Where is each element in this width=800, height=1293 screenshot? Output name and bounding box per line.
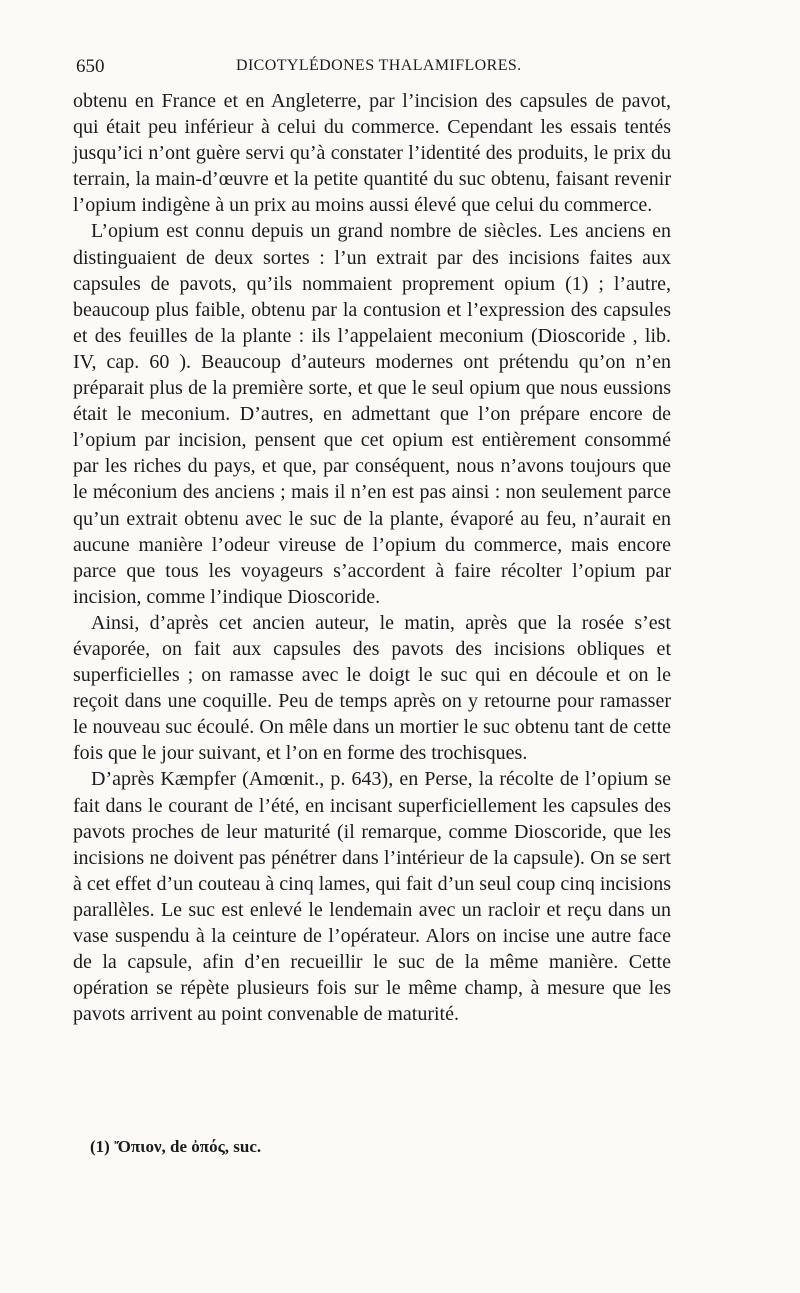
running-title: DICOTYLÉDONES THALAMIFLORES. xyxy=(236,57,522,74)
paragraph-dioscoride-method: Ainsi, d’après cet ancien auteur, le matin, après que la rosée s’est évaporée, on fait aux capsules des pavots des incisions obliques et superficielles ; on ramasse avec le doigt le suc qui en découle et on le reçoit dans une coquille. Peu de temps après on y retourne pour ramasser le nouveau suc écoulé. On mêle dans un mortier le suc obtenu tant de cette fois que le jour suivant, et l’on en forme des trochisques. xyxy=(73,611,671,765)
body-text xyxy=(73,88,671,1027)
footnote: (1) Ὄπιον, de ὀπός, suc. xyxy=(90,1137,262,1156)
paragraph-kaempfer-persia: D’après Kæmpfer (Amœnit., p. 643), en Perse, la récolte de l’opium se fait dans le courant de l’été, en incisant superficiellement les capsules des pavots proches de leur maturité (il remarque, comme Dioscoride, que les incisions ne doivent pas pénétrer dans l’intérieur de la capsule). On se sert à cet effet d’un couteau à cinq lames, qui fait d’un seul coup cinq incisions parallèles. Le suc est enlevé le lendemain avec un racloir et reçu dans un vase suspendu à la ceinture de l’opérateur. Alors on incise une autre face de la capsule, afin d’en recueillir le suc de la même manière. Cette opération se répète plusieurs fois sur le même champ, à mesure que les pavots arrivent au point convenable de maturité. xyxy=(73,768,671,1026)
paragraph-opium-history: L’opium est connu depuis un grand nombre de siècles. Les anciens en distinguaient de deux sortes : l’un extrait par des incisions faites aux capsules de pavots, qu’ils nommaient proprement opium (1) ; l’autre, beaucoup plus faible, obtenu par la contusion et l’expression des capsules et des feuilles de la plante : ils l’appelaient meconium (Dioscoride , lib. IV, cap. 60 ). Beaucoup d’auteurs modernes ont prétendu qu’on n’en préparait plus de la première sorte, et que le seul opium que nous eussions était le meconium. D’autres, en admettant que l’on prépare encore de l’opium par incision, pensent que cet opium est entièrement consommé par les riches du pays, et que, par conséquent, nous n’avons toujours que le méconium des anciens ; mais il n’en est pas ainsi : non seulement parce qu’un extrait obtenu avec le suc de la plante, évaporé au feu, n’aurait en aucune manière l’odeur vireuse de l’opium du commerce, mais encore parce que tous les voyageurs s’accordent à faire récolter l’opium par incision, comme l’indique Dioscoride. xyxy=(73,220,671,608)
paragraph-continuation: obtenu en France et en Angleterre, par l’incision des capsules de pavot, qui était peu inférieur à celui du commerce. Cependant les essais tentés jusqu’ici n’ont guère servi qu’à constater l’identité des produits, le prix du terrain, la main-d’œuvre et la petite quantité du suc obtenu, faisant revenir l’opium indigène à un prix au moins aussi élevé que celui du commerce. xyxy=(73,90,671,217)
page-number: 650 xyxy=(76,56,105,77)
page-header xyxy=(76,56,670,86)
